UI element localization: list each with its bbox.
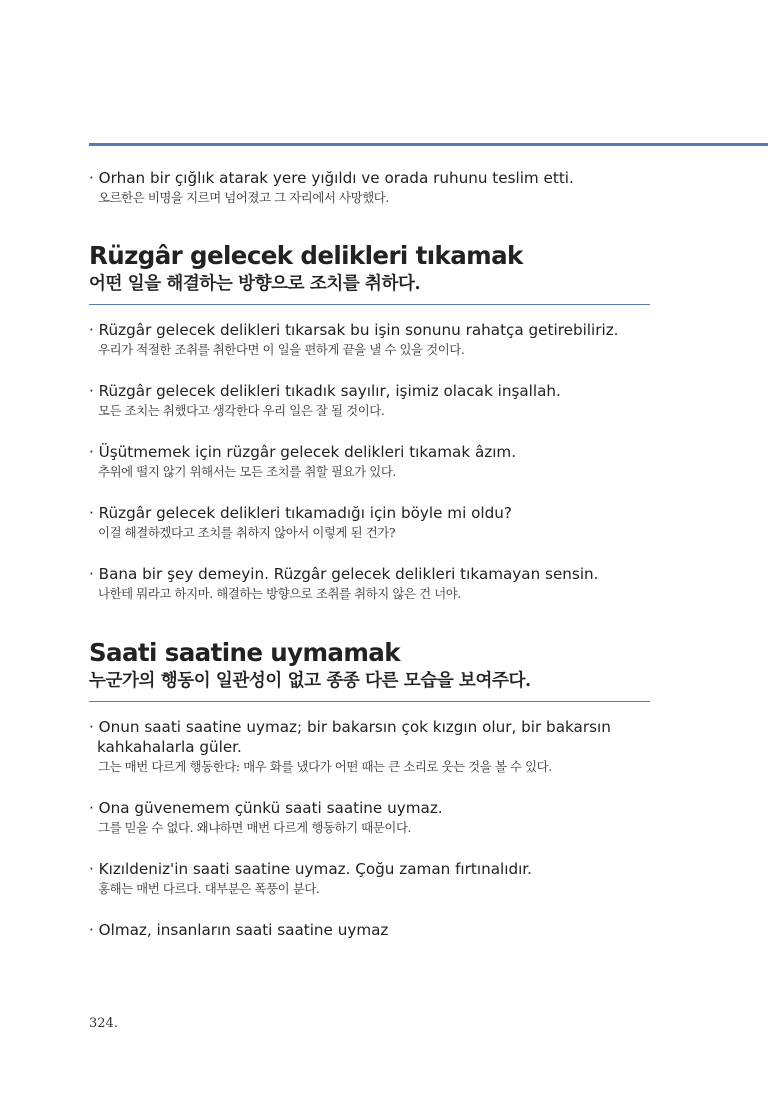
example-turkish: · Bana bir şey demeyin. Rüzgâr gelecek delikleri tıkamayan sensin. [89,565,599,583]
example-turkish: · Olmaz, insanların saati saatine uymaz [89,921,389,939]
example-korean: 오르한은 비명을 지르며 넘어졌고 그 자리에서 사망했다. [98,190,389,205]
example-item [89,168,649,206]
example-korean: 우리가 적절한 조취를 취한다면 이 일을 편하게 끝을 낼 수 있을 것이다. [98,342,465,357]
example-item [89,798,649,836]
example-turkish: · Üşütmemek için rüzgâr gelecek delikleri tıkamak âzım. [89,443,517,461]
page-number: 324. [89,1016,118,1031]
example-item [89,717,649,775]
example-item [89,381,649,419]
example-turkish: · Ona güvenemem çünkü saati saatine uymaz. [89,799,443,817]
top-rule [89,143,768,146]
example-korean: 나한테 뭐라고 하지마. 해결하는 방향으로 조취를 취하지 않은 건 너야. [98,586,461,601]
example-turkish: · Rüzgâr gelecek delikleri tıkadık sayılır, işimiz olacak inşallah. [89,382,561,400]
example-item [89,564,649,602]
example-turkish: · Orhan bir çığlık atarak yere yığıldı ve orada ruhunu teslim etti. [89,169,574,187]
example-item [89,503,649,541]
example-korean: 추위에 떨지 않기 위해서는 모든 조치를 취할 필요가 있다. [98,464,396,479]
example-item [89,920,649,940]
idiom-entry [89,638,649,940]
entry-divider [89,304,650,305]
idiom-title: Rüzgâr gelecek delikleri tıkamak [89,241,523,270]
example-turkish: · Onun saati saatine uymaz; bir bakarsın çok kızgın olur, bir bakarsın kahkahalarla güler. [89,718,611,756]
example-turkish: · Rüzgâr gelecek delikleri tıkamadığı için böyle mi oldu? [89,504,512,522]
entry-divider [89,701,650,702]
example-item [89,859,649,897]
idiom-meaning: 어떤 일을 해결하는 방향으로 조치를 취하다. [89,274,421,294]
page-content [89,168,649,963]
idiom-meaning: 누군가의 행동이 일관성이 없고 종종 다른 모습을 보여주다. [89,671,531,691]
example-turkish: · Rüzgâr gelecek delikleri tıkarsak bu işin sonunu rahatça getirebiliriz. [89,321,619,339]
example-korean: 홍해는 매번 다르다. 대부분은 폭풍이 분다. [98,881,320,896]
example-korean: 그는 매번 다르게 행동한다: 매우 화를 냈다가 어떤 때는 큰 소리로 웃는 것을 볼 수 있다. [98,759,552,774]
example-korean: 그를 믿을 수 없다. 왜냐하면 매번 다르게 행동하기 때문이다. [98,820,412,835]
example-item [89,320,649,358]
example-turkish: · Kızıldeniz'in saati saatine uymaz. Çoğu zaman fırtınalıdır. [89,860,532,878]
example-korean: 모든 조치는 취했다고 생각한다 우리 일은 잘 될 것이다. [98,403,385,418]
example-item [89,442,649,480]
example-korean: 이걸 해결하겠다고 조치를 취하지 않아서 이렇게 된 건가? [98,525,396,540]
idiom-title: Saati saatine uymamak [89,638,400,667]
idiom-entry [89,241,649,602]
